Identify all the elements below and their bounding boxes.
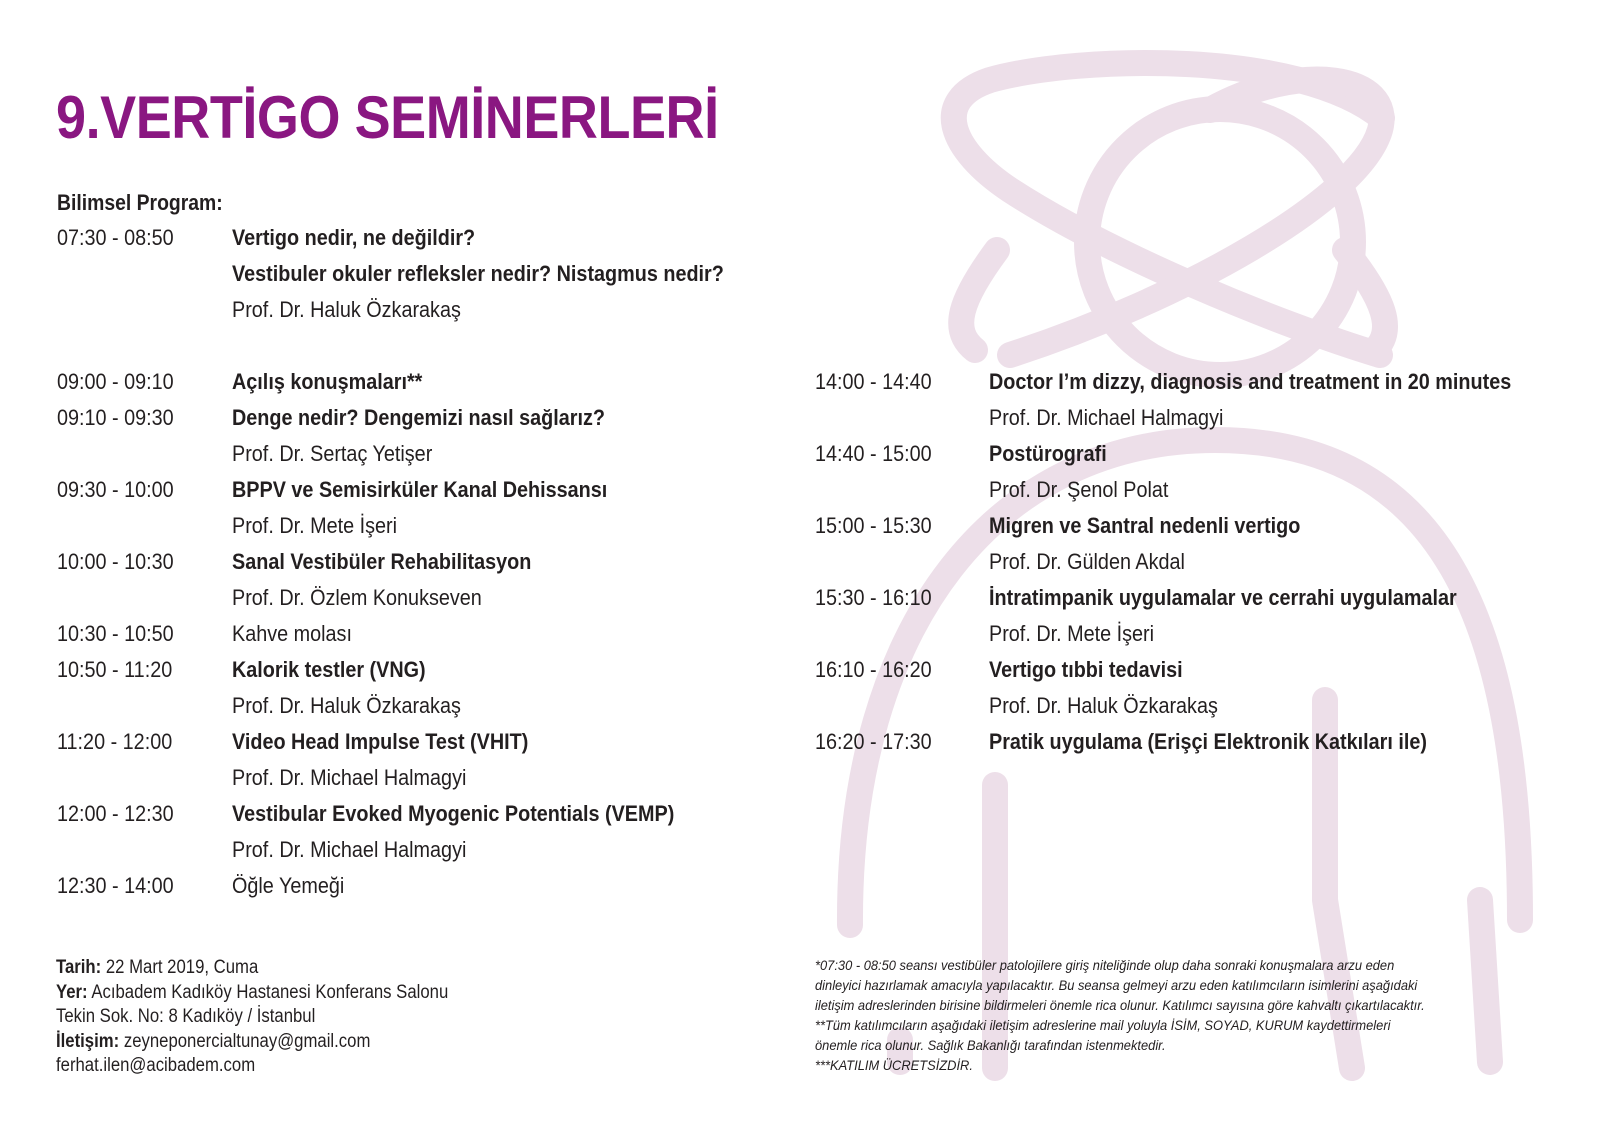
session-title: Vestibuler okuler refleksler nedir? Nistagmus nedir? bbox=[232, 261, 724, 286]
place-label: Yer: bbox=[56, 981, 88, 1003]
session-title: BPPV ve Semisirküler Kanal Dehissansı bbox=[232, 477, 608, 502]
speaker-name: Prof. Dr. Mete İşeri bbox=[232, 513, 398, 538]
time-slot: 16:20 - 17:30 bbox=[815, 729, 932, 754]
address: Tekin Sok. No: 8 Kadıköy / İstanbul bbox=[56, 1006, 316, 1027]
footnote-line: iletişim adreslerinden birisine bildirmeleri önemle rica olunur. Katılımcı sayısına göre kahvaltı çıkartılacaktır. bbox=[815, 997, 1425, 1013]
break-label: Öğle Yemeği bbox=[232, 873, 345, 898]
speaker-name: Prof. Dr. Özlem Konukseven bbox=[232, 585, 482, 610]
time-slot: 07:30 - 08:50 bbox=[57, 225, 174, 250]
time-slot: 14:40 - 15:00 bbox=[815, 441, 932, 466]
speaker-name: Prof. Dr. Haluk Özkarakaş bbox=[232, 693, 461, 718]
session-title: Video Head Impulse Test (VHIT) bbox=[232, 729, 529, 754]
time-slot: 15:00 - 15:30 bbox=[815, 513, 932, 538]
time-slot: 10:00 - 10:30 bbox=[57, 549, 174, 574]
speaker-name: Prof. Dr. Michael Halmagyi bbox=[989, 405, 1224, 430]
session-title: Doctor I’m dizzy, diagnosis and treatment in 20 minutes bbox=[989, 369, 1512, 394]
date-value: 22 Mart 2019, Cuma bbox=[105, 957, 259, 978]
session-title: Migren ve Santral nedenli vertigo bbox=[989, 513, 1301, 538]
time-slot: 12:00 - 12:30 bbox=[57, 801, 174, 826]
time-slot: 15:30 - 16:10 bbox=[815, 585, 932, 610]
session-title: Sanal Vestibüler Rehabilitasyon bbox=[232, 549, 532, 574]
event-info bbox=[56, 956, 448, 1079]
speaker-name: Prof. Dr. Haluk Özkarakaş bbox=[232, 297, 461, 322]
time-slot: 11:20 - 12:00 bbox=[57, 729, 173, 754]
session-title: Pratik uygulama (Erişçi Elektronik Katkıları ile) bbox=[989, 729, 1427, 754]
time-slot: 12:30 - 14:00 bbox=[57, 873, 174, 898]
time-slot: 10:30 - 10:50 bbox=[57, 621, 174, 646]
footnote-line: önemle rica olunur. Sağlık Bakanlığı tarafından istenmektedir. bbox=[815, 1037, 1166, 1053]
speaker-name: Prof. Dr. Gülden Akdal bbox=[989, 549, 1185, 574]
speaker-name: Prof. Dr. Şenol Polat bbox=[989, 477, 1169, 502]
time-slot: 09:00 - 09:10 bbox=[57, 369, 174, 394]
speaker-name: Prof. Dr. Sertaç Yetişer bbox=[232, 441, 433, 466]
session-title: Kalorik testler (VNG) bbox=[232, 657, 426, 682]
session-title: Vertigo nedir, ne değildir? bbox=[232, 225, 476, 250]
session-title: Vertigo tıbbi tedavisi bbox=[989, 657, 1183, 682]
contact-email: zeyneponercialtunay@gmail.com bbox=[123, 1030, 371, 1052]
footnote-line: ***KATILIM ÜCRETSİZDİR. bbox=[815, 1057, 973, 1073]
speaker-name: Prof. Dr. Michael Halmagyi bbox=[232, 765, 467, 790]
time-slot: 09:10 - 09:30 bbox=[57, 405, 174, 430]
date-label: Tarih: bbox=[56, 957, 102, 978]
place-value: Acıbadem Kadıköy Hastanesi Konferans Salonu bbox=[91, 981, 449, 1003]
footnote-line: *07:30 - 08:50 seansı vestibüler patolojilere giriş niteliğinde olup daha sonraki konuşmalara arzu eden bbox=[815, 957, 1395, 973]
session-title: İntratimpanik uygulamalar ve cerrahi uygulamalar bbox=[989, 585, 1457, 610]
session-title: Açılış konuşmaları** bbox=[232, 369, 423, 394]
time-slot: 09:30 - 10:00 bbox=[57, 477, 174, 502]
time-slot: 10:50 - 11:20 bbox=[57, 657, 173, 682]
time-slot: 14:00 - 14:40 bbox=[815, 369, 932, 394]
footnotes bbox=[815, 955, 1425, 1075]
page-title: 9.VERTİGO SEMİNERLERİ bbox=[56, 84, 719, 151]
footnote-line: **Tüm katılımcıların aşağıdaki iletişim adreslerine mail yoluyla İSİM, SOYAD, KURUM kaydettirmeleri bbox=[815, 1017, 1391, 1033]
session-title: Denge nedir? Dengemizi nasıl sağlarız? bbox=[232, 405, 605, 430]
contact-email: ferhat.ilen@acibadem.com bbox=[56, 1055, 256, 1076]
program-label: Bilimsel Program: bbox=[57, 190, 223, 215]
speaker-name: Prof. Dr. Haluk Özkarakaş bbox=[989, 693, 1218, 718]
time-slot: 16:10 - 16:20 bbox=[815, 657, 932, 682]
session-title: Postürografi bbox=[989, 441, 1107, 466]
session-title: Vestibular Evoked Myogenic Potentials (VEMP) bbox=[232, 801, 675, 826]
contact-label: İletişim: bbox=[56, 1030, 120, 1052]
break-label: Kahve molası bbox=[232, 621, 352, 646]
speaker-name: Prof. Dr. Mete İşeri bbox=[989, 621, 1155, 646]
footnote-line: dinleyici hazırlamak amacıyla yapılacaktır. Bu seansa gelmeyi arzu eden katılımcıların isimlerini aşağıdaki bbox=[815, 977, 1418, 993]
speaker-name: Prof. Dr. Michael Halmagyi bbox=[232, 837, 467, 862]
